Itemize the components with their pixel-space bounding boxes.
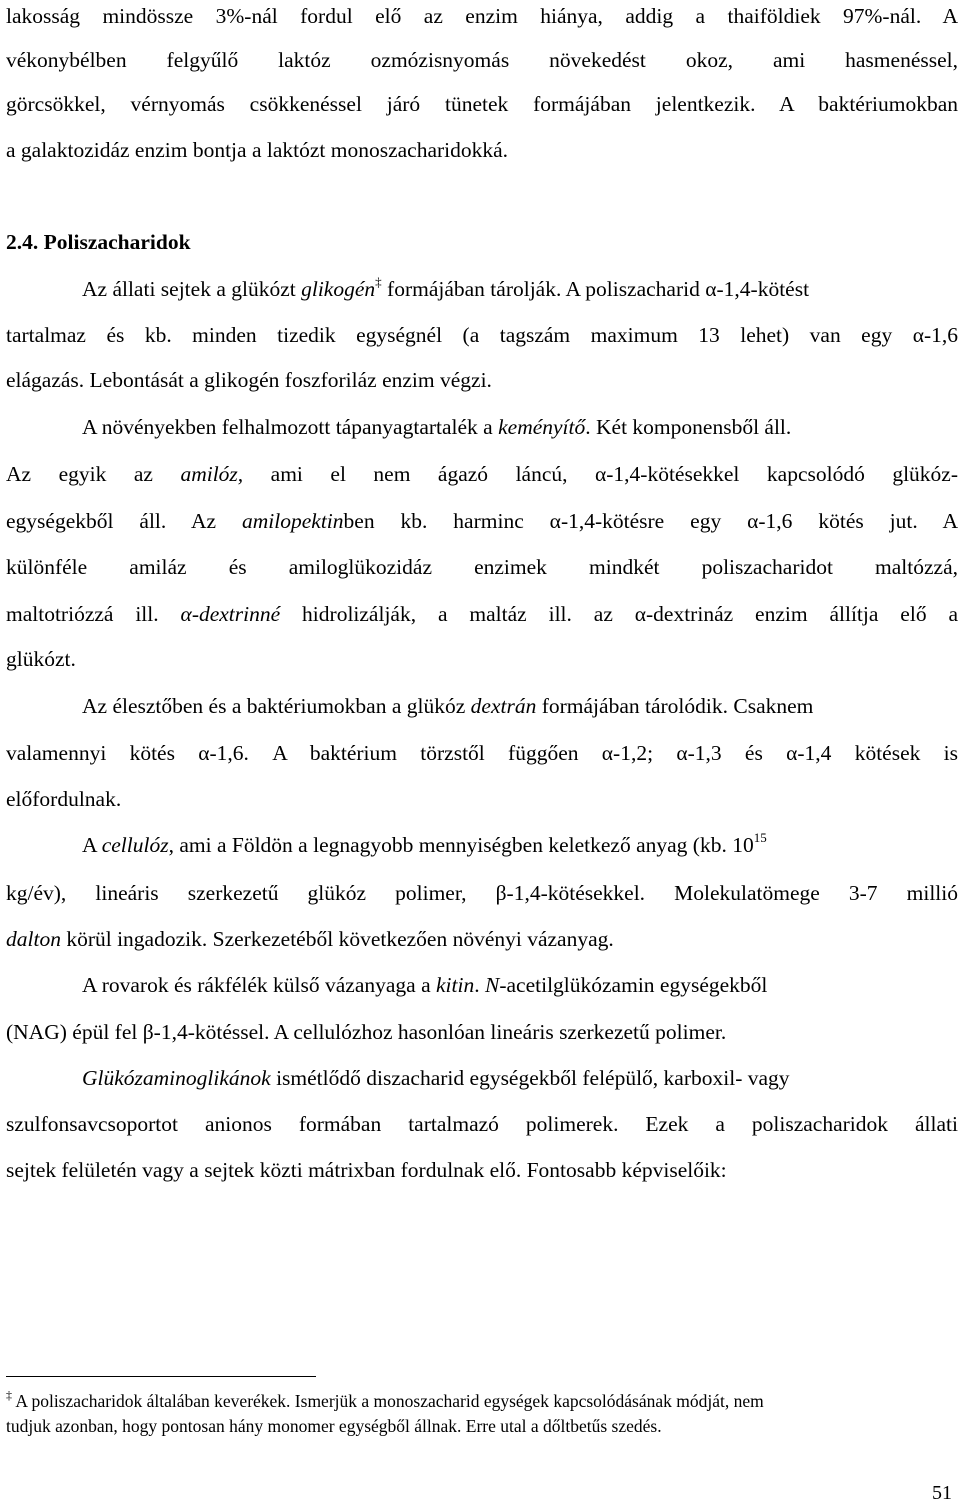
text-line: A rovarok és rákfélék külső vázanyaga a kitin. N-acetilglükózamin egységekből [82, 973, 768, 997]
page-number: 51 [932, 1482, 952, 1504]
footnote-ref: ‡ [375, 274, 382, 289]
text-line: A növényekben felhalmozott tápanyagtartalék a keményítő. Két komponensből áll. [82, 415, 792, 439]
text-line: tartalmaz és kb. minden tizedik egységnél (a tagszám maximum 13 lehet) van egy α-1,6 [6, 323, 958, 347]
text-line: különféle amiláz és amiloglükozidáz enzimek mindkét poliszacharidot maltózzá, [6, 555, 958, 579]
text-line: Glükózaminoglikánok ismétlődő diszacharid egységekből felépülő, karboxil- vagy [82, 1066, 790, 1090]
text-line: lakosság mindössze 3%-nál fordul elő az enzim hiánya, addig a thaiföldiek 97%-nál. A [6, 4, 958, 28]
section-heading: 2.4. Poliszacharidok [6, 230, 191, 254]
text-line: valamennyi kötés α-1,6. A baktérium törzstől függően α-1,2; α-1,3 és α-1,4 kötések is [6, 741, 958, 765]
text-line: kg/év), lineáris szerkezetű glükóz polimer, β-1,4-kötésekkel. Molekulatömege 3-7 millió [6, 881, 958, 905]
footnote-line: tudjuk azonban, hogy pontosan hány monomer egységből állnak. Erre utal a dőltbetűs szedés. [6, 1416, 662, 1436]
text-line: maltotriózzá ill. α-dextrinné hidrolizálják, a maltáz ill. az α-dextrináz enzim állítja elő a [6, 602, 958, 626]
text-line: dalton körül ingadozik. Szerkezetéből következően növényi vázanyag. [6, 927, 614, 951]
text-line: Az egyik az amilóz, ami el nem ágazó láncú, α-1,4-kötésekkel kapcsolódó glükóz- [6, 462, 959, 486]
text-line: a galaktozidáz enzim bontja a laktózt monoszacharidokká. [6, 138, 509, 162]
text-line: Az élesztőben és a baktériumokban a glükóz dextrán formájában tárolódik. Csaknem [82, 694, 814, 718]
text-line: előfordulnak. [6, 787, 122, 811]
text-line: egységekből áll. Az amilopektinben kb. harminc α-1,4-kötésre egy α-1,6 kötés jut. A [6, 509, 959, 533]
footnote-mark: ‡ [6, 1388, 12, 1402]
text-line: görcsökkel, vérnyomás csökkenéssel járó tünetek formájában jelentkezik. A baktériumokban [6, 92, 958, 116]
text-line: szulfonsavcsoportot anionos formában tartalmazó polimerek. Ezek a poliszacharidok állati [6, 1112, 958, 1136]
text-line: Az állati sejtek a glükózt glikogén‡ formájában tárolják. A poliszacharid α-1,4-kötést [82, 274, 810, 301]
text-line: A cellulóz, ami a Földön a legnagyobb mennyiségben keletkező anyag (kb. $10^{15}$ [82, 830, 767, 857]
text-line: glükózt. [6, 647, 76, 671]
footnote-divider [6, 1376, 316, 1377]
text-line: vékonybélben felgyűlő laktóz ozmózisnyomás növekedést okoz, ami hasmenéssel, [6, 48, 958, 72]
text-line: sejtek felületén vagy a sejtek közti mátrixban fordulnak elő. Fontosabb képviselőik: [6, 1158, 727, 1182]
footnote-line: ‡ A poliszacharidok általában keverékek. Ismerjük a monoszacharid egységek kapcsolódásának módját, nem [6, 1388, 764, 1411]
text-line: elágazás. Lebontását a glikogén foszforiláz enzim végzi. [6, 368, 492, 392]
text-line: (NAG) épül fel β-1,4-kötéssel. A cellulózhoz hasonlóan lineáris szerkezetű polimer. [6, 1020, 727, 1044]
